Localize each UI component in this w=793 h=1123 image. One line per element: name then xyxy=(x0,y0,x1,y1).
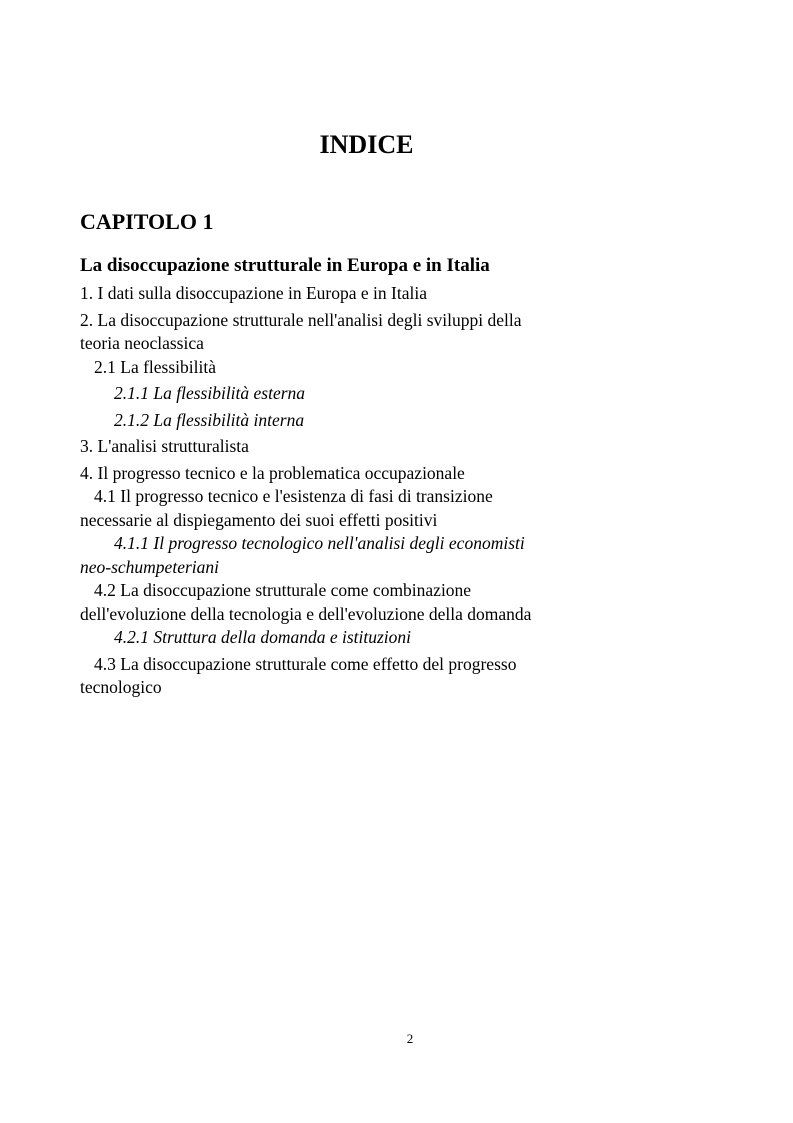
page-title: INDICE xyxy=(319,130,414,159)
page-number: 2 xyxy=(406,1031,414,1046)
toc-entry-1: 1. I dati sulla disoccupazione in Europa e in Italia xyxy=(80,283,427,303)
toc-entry-4-2-1: 4.2.1 Struttura della domanda e istituzioni xyxy=(114,627,412,647)
toc-entry-4: 4. Il progresso tecnico e la problematica occupazionale xyxy=(80,462,465,483)
toc-entry-3: 3. L'analisi strutturalista xyxy=(80,436,249,456)
toc-entry-2-1-2: 2.1.2 La flessibilità interna xyxy=(114,409,305,430)
toc-entry-2: 2. La disoccupazione strutturale nell'analisi degli sviluppi della teoria neoclassica xyxy=(80,309,522,353)
chapter-heading: CAPITOLO 1 xyxy=(80,209,214,234)
chapter-subtitle: La disoccupazione strutturale in Europa e in Italia xyxy=(80,255,490,276)
toc-entry-4-1: 4.1 Il progresso tecnico e l'esistenza di fasi di transizione necessarie al dispiegamento dei suoi effetti positivi xyxy=(80,486,493,530)
toc-entry-4-1-1: 4.1.1 Il progresso tecnologico nell'analisi degli economisti neo-schumpeteriani xyxy=(80,533,525,577)
table-of-contents xyxy=(80,282,540,700)
toc-entry-4-2: 4.2 La disoccupazione strutturale come combinazione dell'evoluzione della tecnologia e dell'evoluzione della domanda xyxy=(80,580,532,624)
toc-entry-2-1-1: 2.1.1 La flessibilità esterna xyxy=(114,383,306,403)
toc-entry-4-3: 4.3 La disoccupazione strutturale come effetto del progresso tecnologico xyxy=(80,653,517,697)
toc-entry-2-1: 2.1 La flessibilità xyxy=(94,356,216,377)
